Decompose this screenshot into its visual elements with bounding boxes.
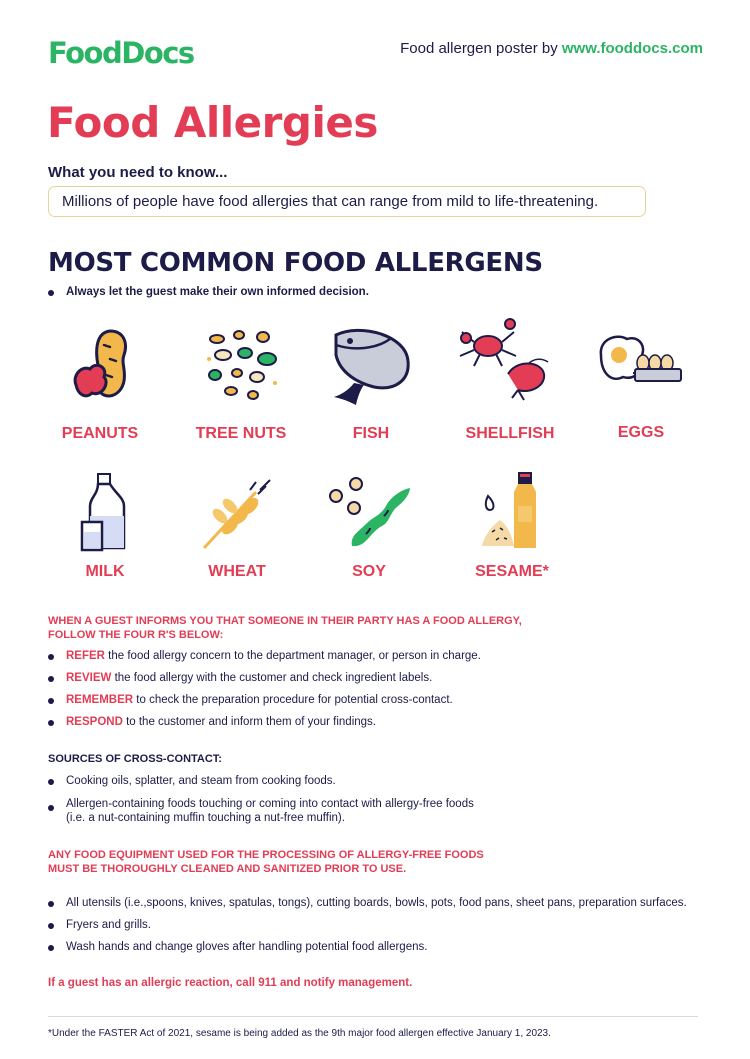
eggs-icon	[597, 333, 685, 391]
bullet-dot	[48, 779, 54, 785]
milk-icon	[80, 472, 130, 552]
bullet-dot	[48, 290, 54, 296]
peanut-icon	[70, 325, 135, 405]
four-rs-item-respond	[48, 716, 376, 728]
equipment-item-2-text: Fryers and grills.	[66, 919, 151, 931]
four-rs-heading	[48, 614, 522, 642]
allergens-section-title: MOST COMMON FOOD ALLERGENS	[48, 248, 543, 278]
cross-contact-heading: SOURCES OF CROSS-CONTACT:	[48, 753, 222, 765]
equipment-item-3-text: Wash hands and change gloves after handling potential food allergens.	[66, 941, 428, 953]
review-text: the food allergy with the customer and check ingredient labels.	[111, 672, 433, 684]
remember-text: to check the preparation procedure for potential cross-contact.	[133, 694, 453, 706]
bullet-dot	[48, 923, 54, 929]
bullet-dot	[48, 654, 54, 660]
sesame-icon	[478, 470, 544, 552]
soy-icon	[326, 476, 412, 552]
bullet-dot	[48, 720, 54, 726]
cross-contact-item-1-text: Cooking oils, splatter, and steam from cooking foods.	[66, 775, 336, 787]
cross-contact-item-1	[48, 775, 336, 787]
allergens-note	[48, 286, 369, 298]
allergen-label-eggs: EGGS	[617, 424, 665, 441]
bullet-dot	[48, 945, 54, 951]
four-rs-item-review	[48, 672, 432, 684]
equipment-item-1	[48, 897, 687, 909]
allergen-label-tree-nuts: TREE NUTS	[195, 425, 287, 442]
poster-byline	[400, 40, 703, 57]
bullet-dot	[48, 698, 54, 704]
bullet-dot	[48, 676, 54, 682]
fooddocs-logo: FoodDocs	[48, 36, 194, 70]
wheat-icon	[200, 476, 276, 552]
allergen-label-peanuts: PEANUTS	[61, 425, 139, 442]
respond-keyword: RESPOND	[66, 716, 123, 728]
sesame-footnote: *Under the FASTER Act of 2021, sesame is being added as the 9th major food allergen effective January 1, 2023.	[48, 1028, 551, 1039]
allergen-label-wheat: WHEAT	[208, 563, 266, 580]
tree-nuts-icon	[203, 325, 283, 405]
refer-text: the food allergy concern to the department manager, or person in charge.	[104, 650, 481, 662]
cross-contact-item-2-line2: (i.e. a nut-containing muffin touching a nut-free muffin).	[66, 812, 345, 824]
bullet-dot	[48, 805, 54, 811]
equipment-heading-line1: ANY FOOD EQUIPMENT USED FOR THE PROCESSING OF ALLERGY-FREE FOODS	[48, 849, 484, 861]
bullet-dot	[48, 901, 54, 907]
review-keyword: REVIEW	[66, 672, 112, 684]
cross-contact-item-2-line1: Allergen-containing foods touching or coming into contact with allergy-free foods	[66, 798, 474, 810]
allergen-label-shellfish: SHELLFISH	[465, 425, 555, 442]
four-rs-heading-line1: WHEN A GUEST INFORMS YOU THAT SOMEONE IN THEIR PARTY HAS A FOOD ALLERGY,	[48, 615, 522, 627]
fish-icon	[330, 325, 412, 405]
refer-keyword: REFER	[66, 650, 105, 662]
equipment-heading-line2: MUST BE THOROUGHLY CLEANED AND SANITIZED PRIOR TO USE.	[48, 863, 407, 875]
shellfish-icon	[458, 318, 550, 403]
intro-subhead: What you need to know...	[48, 164, 228, 181]
remember-keyword: REMEMBER	[66, 694, 134, 706]
four-rs-item-refer	[48, 650, 481, 662]
allergen-label-fish: FISH	[352, 425, 390, 442]
allergen-label-soy: SOY	[352, 563, 386, 580]
allergen-label-milk: MILK	[85, 563, 125, 580]
byline-url-link[interactable]: www.fooddocs.com	[561, 40, 703, 57]
allergens-note-text: Always let the guest make their own informed decision.	[66, 286, 369, 298]
byline-text: Food allergen poster by	[400, 40, 562, 57]
equipment-item-3	[48, 941, 427, 953]
equipment-item-1-text: All utensils (i.e.,spoons, knives, spatulas, tongs), cutting boards, bowls, pots, food pans, sheet pans, preparation surfaces.	[66, 897, 687, 909]
footer-divider	[48, 1016, 698, 1017]
intro-info-box: Millions of people have food allergies that can range from mild to life-threatening.	[48, 186, 646, 217]
equipment-heading	[48, 848, 484, 876]
equipment-item-2	[48, 919, 151, 931]
four-rs-heading-line2: FOLLOW THE FOUR R'S BELOW:	[48, 629, 224, 641]
page-title: Food Allergies	[47, 98, 378, 147]
emergency-instruction: If a guest has an allergic reaction, call 911 and notify management.	[48, 977, 413, 989]
four-rs-item-remember	[48, 694, 453, 706]
allergen-label-sesame: SESAME*	[475, 563, 549, 580]
cross-contact-item-2	[48, 797, 474, 825]
respond-text: to the customer and inform them of your findings.	[122, 716, 376, 728]
